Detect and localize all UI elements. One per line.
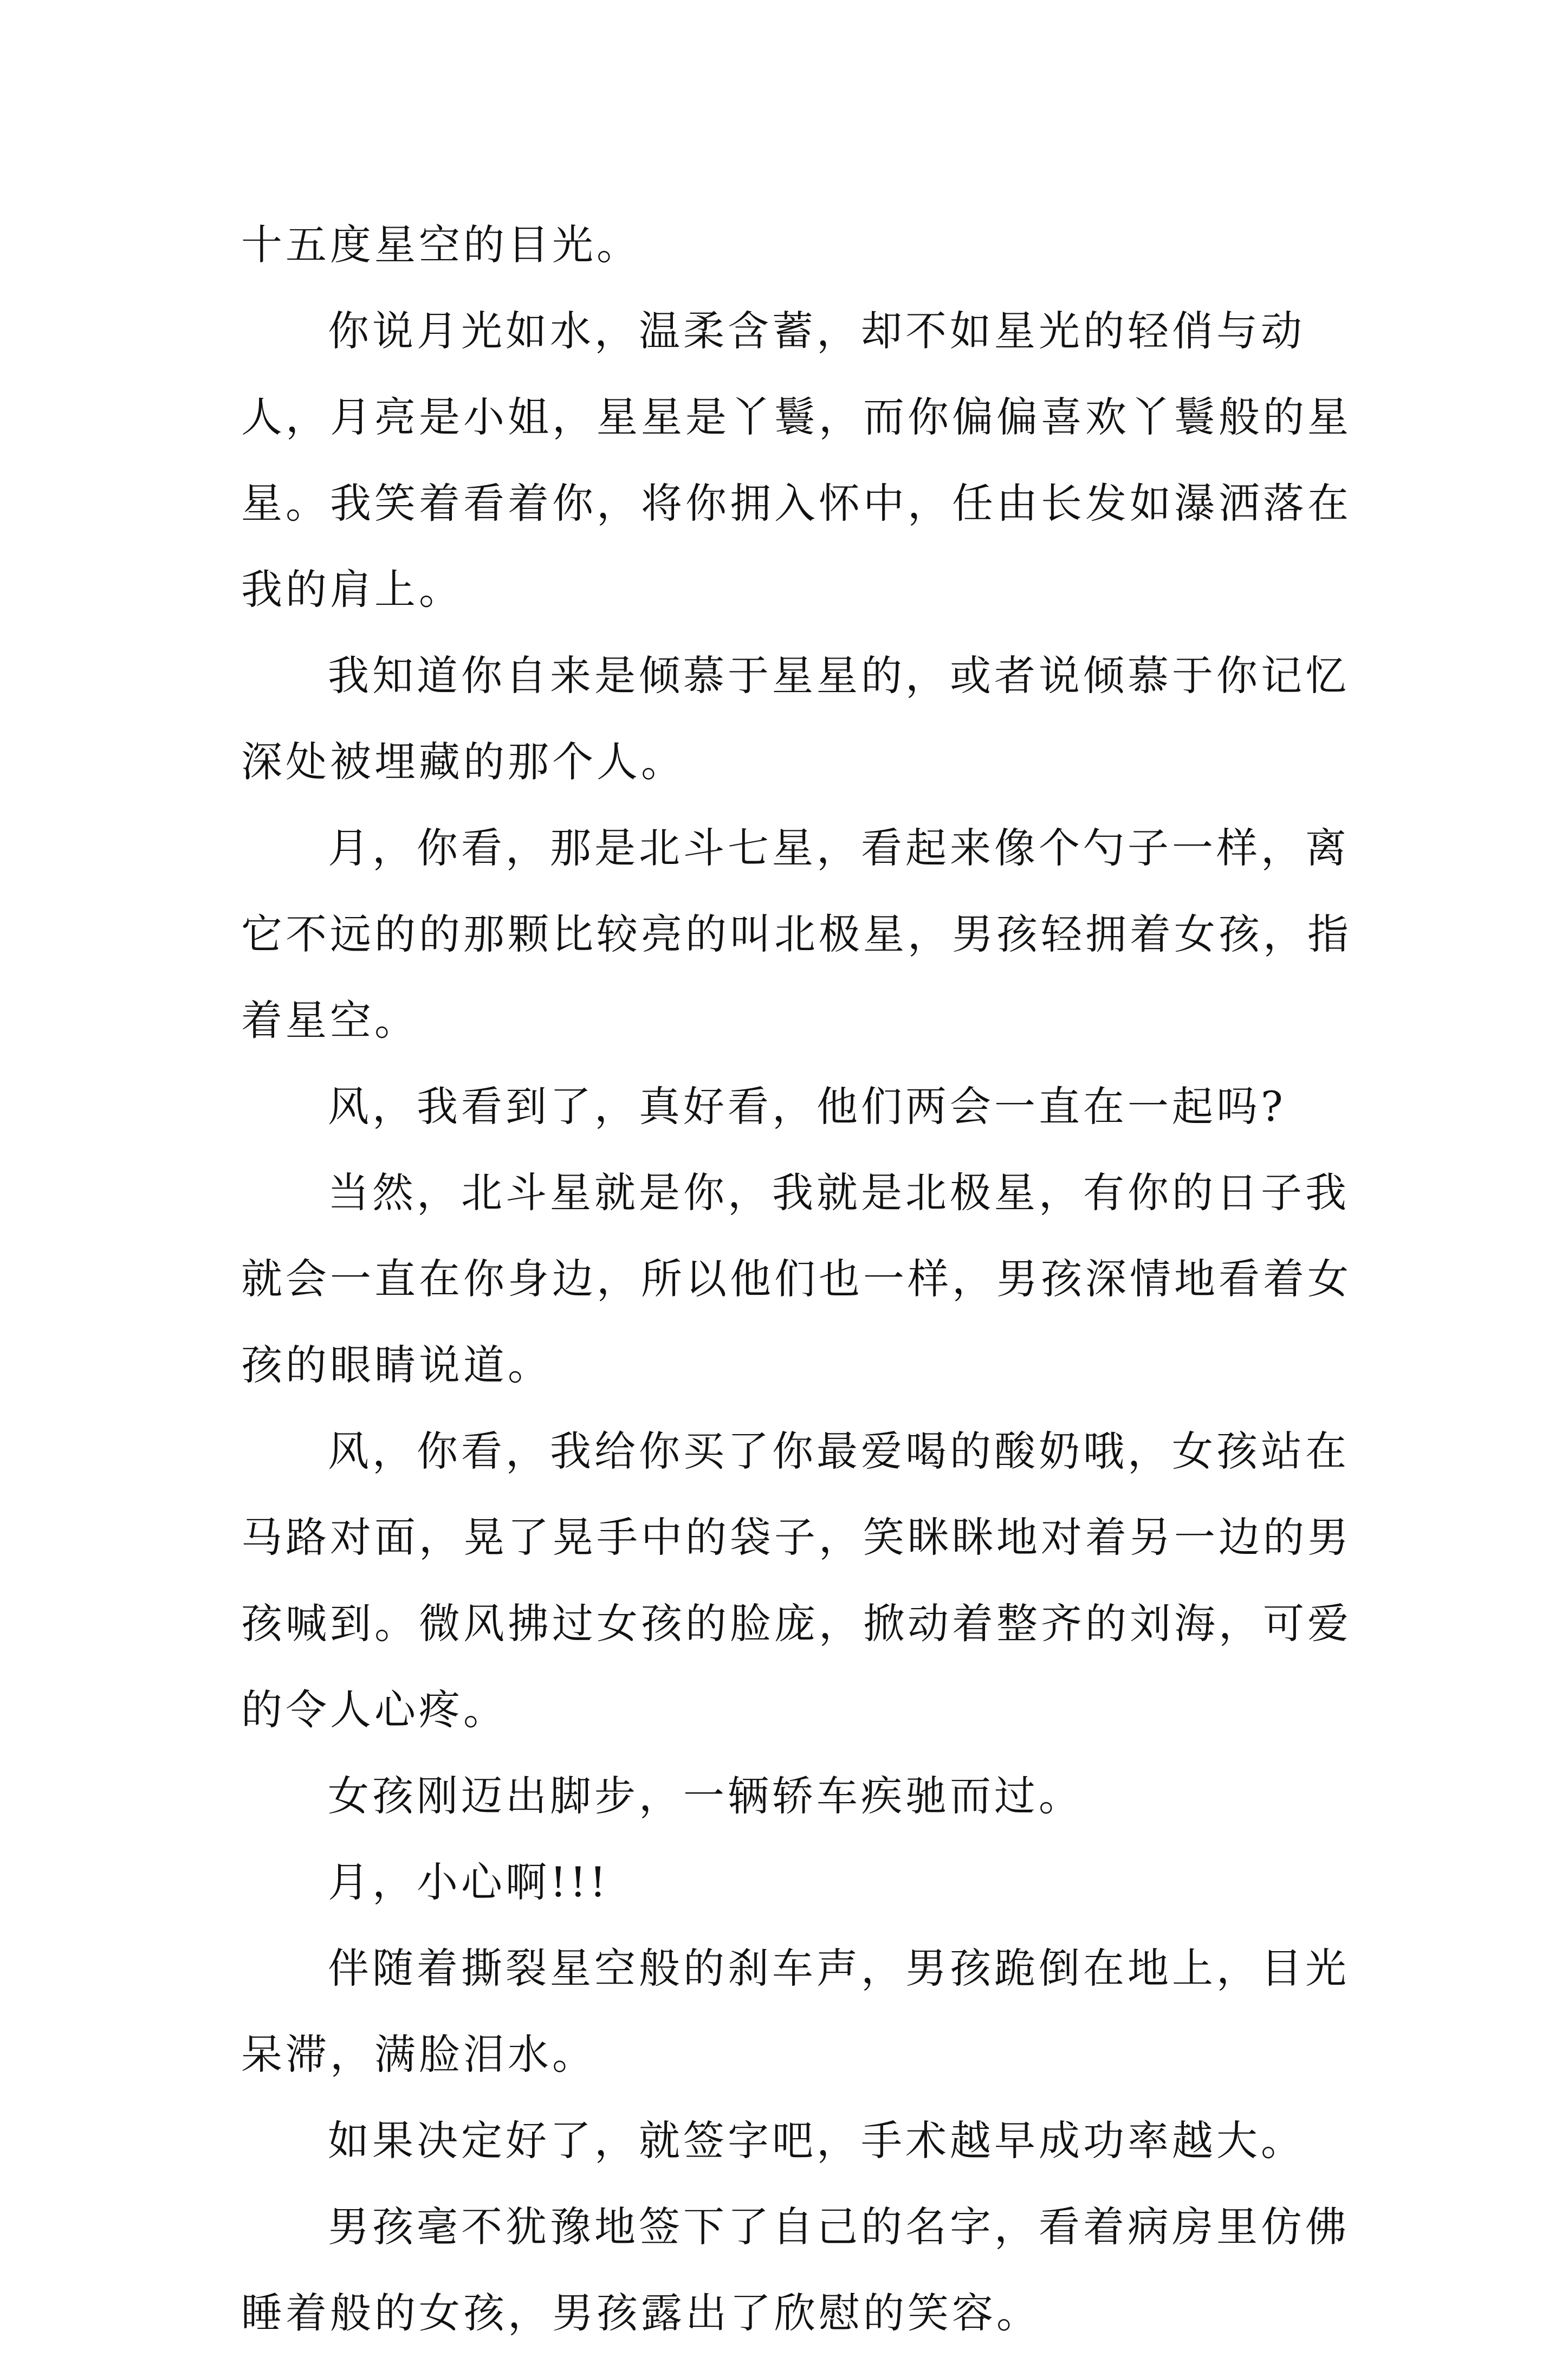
paragraph-6: 当然，北斗星就是你，我就是北极星，有你的日子我就会一直在你身边，所以他们也一样，男孩深情地看着女孩的眼睛说道。 <box>241 1169 1352 1389</box>
paragraph-10: 伴随着撕裂星空般的刹车声，男孩跪倒在地上，目光呆滞，满脸泪水。 <box>241 1944 1350 2079</box>
paragraph-3: 我知道你自来是倾慕于星星的，或者说倾慕于你记忆深处被埋藏的那个人。 <box>241 651 1350 786</box>
paragraph-1: 十五度星空的目光。 <box>241 221 641 269</box>
paragraph-12: 男孩毫不犹豫地签下了自己的名字，看着病房里仿佛睡着般的女孩，男孩露出了欣慰的笑容。 <box>241 2203 1350 2337</box>
document-body <box>241 202 1352 2356</box>
paragraph-2: 你说月光如水，温柔含蓄，却不如星光的轻俏与动人，月亮是小姐，星星是丫鬟，而你偏偏喜欢丫鬟般的星星。我笑着看着你，将你拥入怀中，任由长发如瀑洒落在我的肩上。 <box>241 307 1352 614</box>
paragraph-8: 女孩刚迈出脚步，一辆轿车疾驰而过。 <box>328 1772 1083 1820</box>
paragraph-9: 月，小心啊!!! <box>328 1858 610 1906</box>
paragraph-5: 风，我看到了，真好看，他们两会一直在一起吗? <box>328 1082 1286 1131</box>
paragraph-4: 月，你看，那是北斗七星，看起来像个勺子一样，离它不远的的那颗比较亮的叫北极星，男孩轻拥着女孩，指着星空。 <box>241 824 1352 1044</box>
paragraph-11: 如果决定好了，就签字吧，手术越早成功率越大。 <box>328 2116 1305 2165</box>
paragraph-7: 风，你看，我给你买了你最爱喝的酸奶哦，女孩站在马路对面，晃了晃手中的袋子，笑眯眯地对着另一边的男孩喊到。微风拂过女孩的脸庞，掀动着整齐的刘海，可爱的令人心疼。 <box>241 1427 1352 1734</box>
